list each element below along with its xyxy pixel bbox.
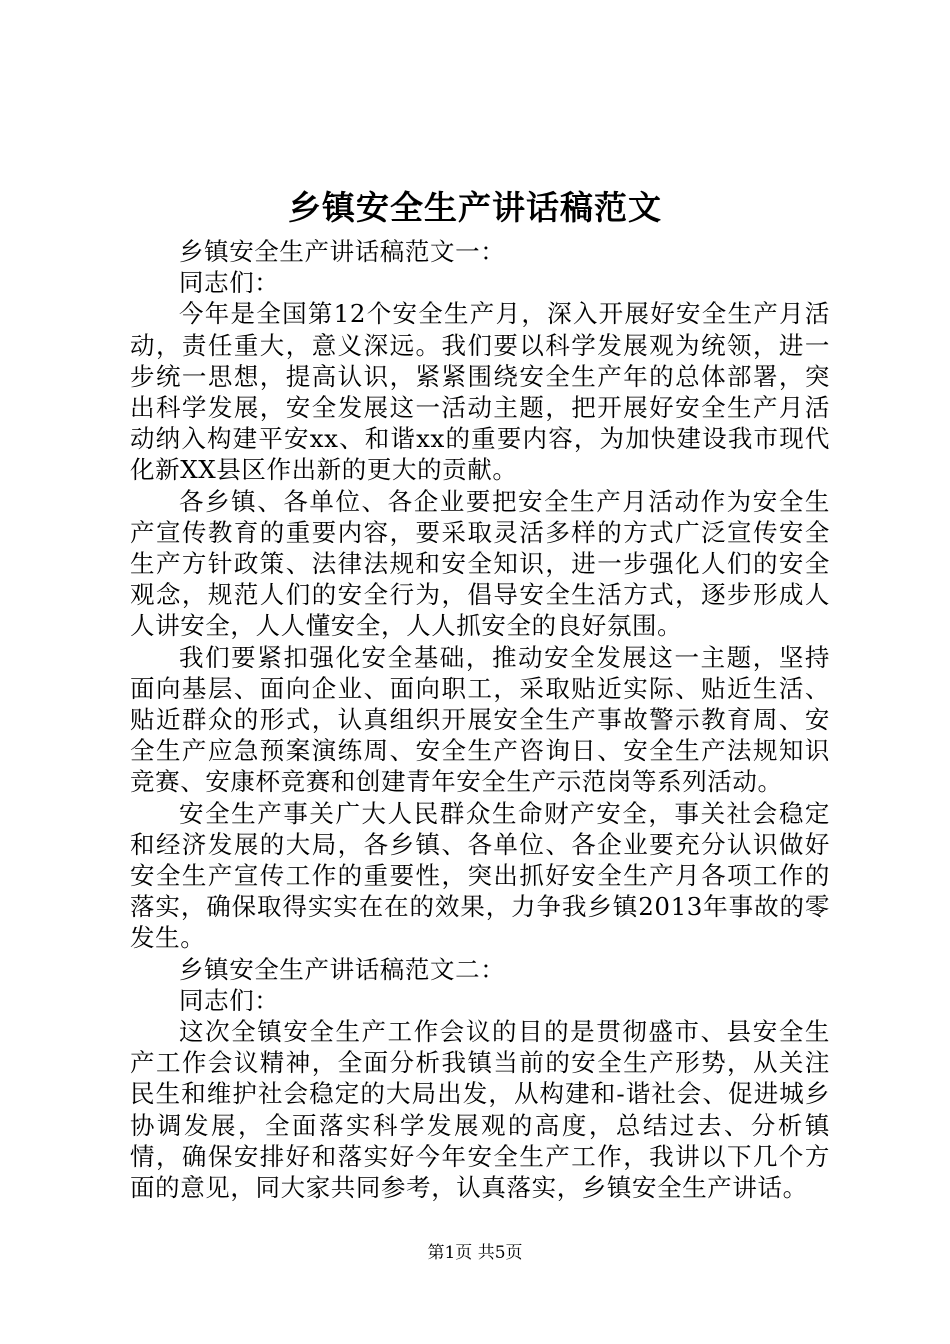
body-paragraph: 各乡镇、各单位、各企业要把安全生产月活动作为安全生产宣传教育的重要内容，要采取灵活多样的方式广泛宣传安全生产方针政策、法律法规和安全知识，进一步强化人们的安全观念，规范人们的安全行为，倡导安全生活方式，逐步形成人人讲安全，人人懂安全，人人抓安全的良好氛围。 xyxy=(130,486,830,641)
section-heading-one: 乡镇安全生产讲话稿范文一： xyxy=(179,237,506,266)
body-paragraph: 这次全镇安全生产工作会议的目的是贯彻盛市、县安全生产工作会议精神，全面分析我镇当前的安全生产形势，从关注民生和维护社会稳定的大局出发，从构建和-谐社会、促进城乡协调发展，全面落实科学发展观的高度，总结过去、分析镇情，确保安排好和落实好今年安全生产工作，我讲以下几个方面的意见，同大家共同参考，认真落实，乡镇安全生产讲话。 xyxy=(130,1017,830,1203)
document-body xyxy=(130,236,830,1203)
body-paragraph: 安全生产事关广大人民群众生命财产安全，事关社会稳定和经济发展的大局，各乡镇、各单位、各企业要充分认识做好安全生产宣传工作的重要性，突出抓好安全生产月各项工作的落实，确保取得实实在在的效果，力争我乡镇2013年事故的零发生。 xyxy=(130,798,830,953)
section-heading-two: 乡镇安全生产讲话稿范文二： xyxy=(179,954,506,984)
page-number-footer: 第1页 共5页 xyxy=(427,1243,523,1263)
body-paragraph: 我们要紧扣强化安全基础，推动安全发展这一主题，坚持面向基层、面向企业、面向职工，采取贴近实际、贴近生活、贴近群众的形式，认真组织开展安全生产事故警示教育周、安全生产应急预案演练周、安全生产咨询日、安全生产法规知识竞赛、安康杯竞赛和创建青年安全生产示范岗等系列活动。 xyxy=(130,642,830,797)
salutation: 同志们： xyxy=(179,268,280,298)
salutation: 同志们： xyxy=(179,985,280,1015)
body-paragraph: 今年是全国第12个安全生产月，深入开展好安全生产月活动，责任重大，意义深远。我们要以科学发展观为统领，进一步统一思想，提高认识，紧紧围绕安全生产年的总体部署，突出科学发展，安全发展这一活动主题，把开展好安全生产月活动纳入构建平安xx、和谐xx的重要内容，为加快建设我市现代化新XX县区作出新的更大的贡献。 xyxy=(130,299,830,485)
document-title: 乡镇安全生产讲话稿范文 xyxy=(288,188,662,227)
